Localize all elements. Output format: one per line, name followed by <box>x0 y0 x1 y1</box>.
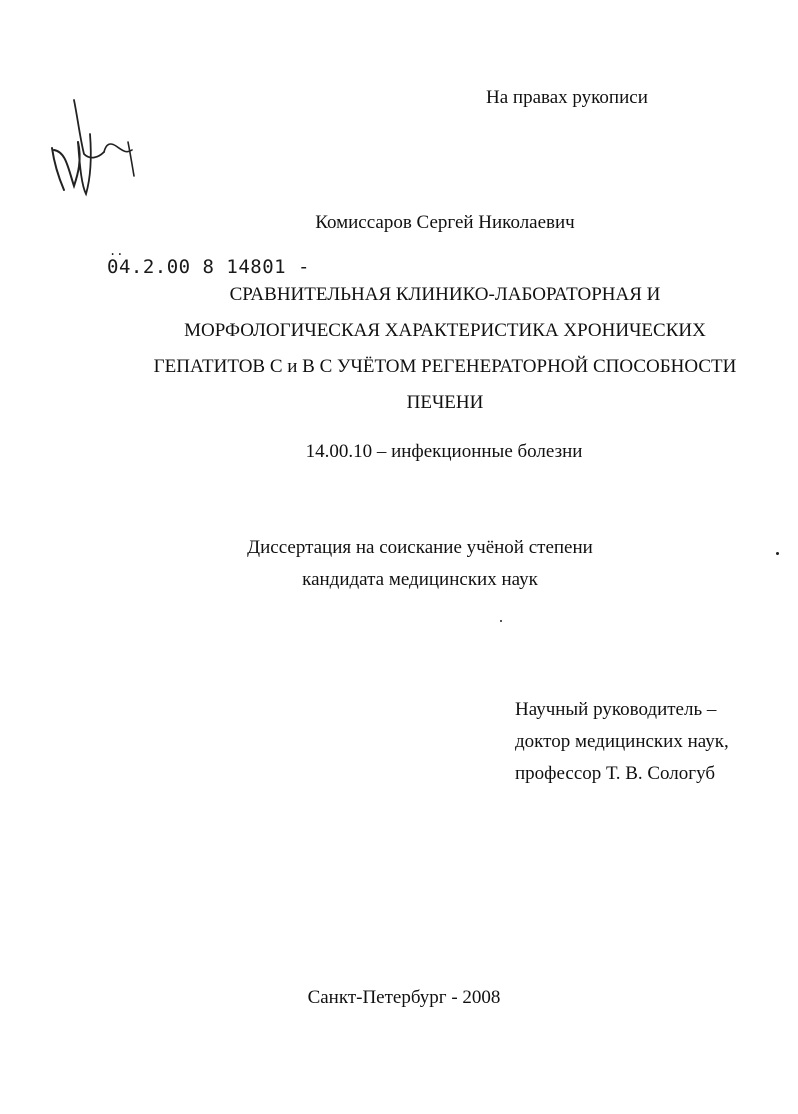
degree-line-2: кандидата медицинских наук <box>302 569 538 590</box>
title-line: ПЕЧЕНИ <box>406 392 484 413</box>
scan-speck <box>776 552 779 555</box>
supervisor-block <box>515 694 729 790</box>
title-line: СРАВНИТЕЛЬНАЯ КЛИНИКО-ЛАБОРАТОРНАЯ И <box>229 284 661 305</box>
stamp-mark: .. <box>109 244 124 258</box>
stamp-number: 04.2.00 8 14801 - <box>107 256 310 278</box>
registration-stamp <box>107 244 310 278</box>
supervisor-line: доктор медицинских наук, <box>515 731 729 752</box>
supervisor-line: профессор Т. В. Сологуб <box>515 763 715 784</box>
city-year: Санкт-Петербург - 2008 <box>307 987 501 1008</box>
supervisor-line: Научный руководитель – <box>515 699 717 720</box>
dissertation-title <box>150 277 740 421</box>
title-line: ГЕПАТИТОВ С и В С УЧЁТОМ РЕГЕНЕРАТОРНОЙ СПОСОБНОСТИ <box>153 356 737 377</box>
rights-note: На правах рукописи <box>486 87 648 108</box>
author-name: Комиссаров Сергей Николаевич <box>315 212 575 233</box>
scan-speck <box>500 620 502 622</box>
handwritten-signature-icon <box>44 90 144 200</box>
title-line: МОРФОЛОГИЧЕСКАЯ ХАРАКТЕРИСТИКА ХРОНИЧЕСКИХ <box>184 320 706 341</box>
degree-line-1: Диссертация на соискание учёной степени <box>247 537 593 558</box>
specialty-code: 14.00.10 – инфекционные болезни <box>305 441 583 462</box>
